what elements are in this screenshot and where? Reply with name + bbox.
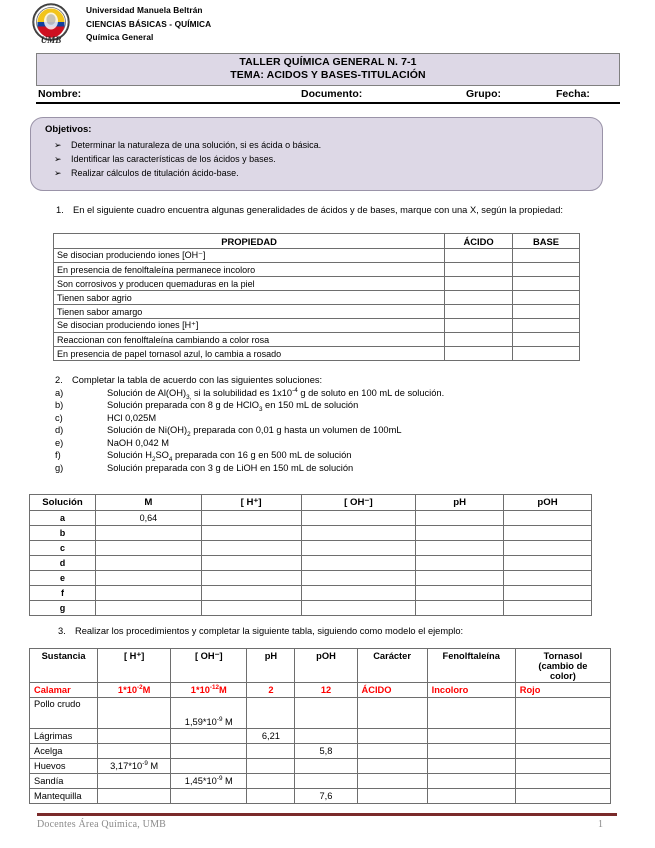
acido-cell[interactable] [445,277,513,291]
objective-text: Determinar la naturaleza de una solución, si es ácida o básica. [71,140,322,150]
arrow-bullet-icon: ➢ [54,154,62,164]
caracter-cell[interactable] [357,759,427,774]
col-ph: pH [247,649,295,683]
col-solucion: Solución [30,495,96,511]
h-cell[interactable] [201,571,301,586]
field-label-grupo: Grupo: [466,88,501,100]
col-oh-concentration: [ OH⁻] [171,649,247,683]
solution-label: a [30,511,96,526]
property-text: En presencia de papel tornasol azul, lo cambia a rosado [54,347,445,361]
col-molaridad: M [95,495,201,511]
oh-cell[interactable] [301,571,416,586]
col-propiedad: PROPIEDAD [54,234,445,249]
poh-cell[interactable] [295,729,357,744]
h-cell[interactable] [98,774,171,789]
oh-cell[interactable]: $1,59*10^{-9}$ M [171,698,247,729]
h-cell[interactable] [201,511,301,526]
solution-label: g [30,601,96,616]
solution-label: e [30,571,96,586]
caracter-cell[interactable] [357,744,427,759]
item-letter: g) [55,462,64,473]
fenolftaleina-cell: Incoloro [427,683,515,698]
substance-name: Mantequilla [30,789,98,804]
table-row [30,744,611,759]
base-cell[interactable] [513,277,580,291]
objective-item [45,152,592,166]
col-tornasol [515,649,610,683]
h-cell[interactable] [98,744,171,759]
oh-cell[interactable] [301,601,416,616]
col-h-concentration: [ H⁺] [98,649,171,683]
table-row [30,541,592,556]
tornasol-cell[interactable] [515,698,610,729]
h-cell[interactable] [201,556,301,571]
h-cell[interactable] [201,601,301,616]
h-cell: $1*10^{-2}M$ [98,683,171,698]
objectives-title: Objetivos: [45,124,92,135]
exercise-2-item [55,399,615,412]
molaridad-cell[interactable] [95,556,201,571]
table-row [30,774,611,789]
poh-cell[interactable] [504,586,592,601]
institution-name: Universidad Manuela Beltrán [86,5,203,15]
base-cell[interactable] [513,305,580,319]
fenolftaleina-cell[interactable] [427,789,515,804]
solution-label: d [30,556,96,571]
h-cell[interactable] [201,586,301,601]
col-acido: ÁCIDO [445,234,513,249]
ph-cell[interactable] [247,744,295,759]
col-fenolftaleina: Fenolftaleína [427,649,515,683]
poh-cell[interactable] [504,571,592,586]
item-text: Solución de $Ni(OH)_2$ preparada con 0,01 g hasta un volumen de 100mL [107,425,402,438]
exercise-3-text: Realizar los procedimientos y completar la siguiente tabla, siguiendo como modelo el ejemplo: [75,626,464,636]
exercise-3-prompt [58,625,618,638]
h-cell[interactable] [201,526,301,541]
base-cell[interactable] [513,291,580,305]
table-row [54,333,580,347]
table-row [54,291,580,305]
ph-cell[interactable] [416,541,504,556]
tornasol-cell[interactable] [515,744,610,759]
item-text: HCl 0,025M [107,412,157,423]
property-text: Tienen sabor amargo [54,305,445,319]
h-cell[interactable] [98,729,171,744]
exercise-1-prompt [56,204,616,217]
poh-cell[interactable] [295,698,357,729]
caracter-cell: ÁCIDO [357,683,427,698]
table-row [30,729,611,744]
oh-cell: $1*10^{-12}M$ [171,683,247,698]
caracter-cell[interactable] [357,774,427,789]
solution-label: f [30,586,96,601]
table-row [30,556,592,571]
caracter-cell[interactable] [357,789,427,804]
exercise-1-text: En el siguiente cuadro encuentra algunas generalidades de ácidos y de bases, marque con una X, según la propiedad: [73,205,563,215]
tornasol-cell[interactable] [515,789,610,804]
institution-lines [86,2,211,45]
field-label-fecha: Fecha: [556,88,590,100]
acido-cell[interactable] [445,333,513,347]
exercise-2-item [55,437,615,450]
oh-cell[interactable] [301,511,416,526]
ph-cell[interactable] [416,511,504,526]
molaridad-cell[interactable] [95,601,201,616]
table-header-row [30,495,592,511]
col-caracter: Carácter [357,649,427,683]
poh-cell[interactable] [295,759,357,774]
oh-cell[interactable] [171,789,247,804]
caracter-cell[interactable] [357,729,427,744]
base-cell[interactable] [513,249,580,263]
property-text: Son corrosivos y producen quemaduras en la piel [54,277,445,291]
solutions-table [29,494,592,616]
col-poh: pOH [295,649,357,683]
document-header [28,2,211,46]
tornasol-line3: color) [549,671,576,681]
base-cell[interactable] [513,333,580,347]
oh-cell[interactable] [171,744,247,759]
exercise-2-prompt [55,374,615,474]
footer-rule [37,813,617,816]
item-text: Solución $H_2SO_4$ preparada con 16 g en 500 mL de solución [107,450,352,463]
col-sustancia: Sustancia [30,649,98,683]
poh-cell[interactable]: 5,8 [295,744,357,759]
properties-table [53,233,580,361]
exercise-2-number: 2. [55,375,63,385]
exercise-2-item [55,387,615,400]
solution-label: b [30,526,96,541]
umb-university-seal-icon [28,2,76,46]
item-letter: f) [55,450,61,460]
workshop-topic: TEMA: ACIDOS Y BASES-TITULACIÓN [230,69,426,81]
item-letter: e) [55,437,64,448]
caracter-cell[interactable] [357,698,427,729]
footer-text: Docentes Área Química, UMB [37,819,167,830]
item-text: Solución de $Al(OH)_{3,}$ si la solubilidad es $1x10^{-4}$ g de soluto en 100 mL de solución. [107,386,445,401]
table-header-row [30,649,611,683]
molaridad-cell[interactable] [95,526,201,541]
ph-cell[interactable]: 6,21 [247,729,295,744]
col-base: BASE [513,234,580,249]
col-h-concentration: [ H⁺] [201,495,301,511]
oh-cell[interactable] [171,759,247,774]
poh-cell[interactable] [504,556,592,571]
property-text: En presencia de fenolftaleína permanece incoloro [54,263,445,277]
solution-label: c [30,541,96,556]
poh-cell[interactable] [504,601,592,616]
oh-cell[interactable] [171,729,247,744]
acido-cell[interactable] [445,347,513,361]
table-row [30,698,611,729]
acido-cell[interactable] [445,249,513,263]
table-row [30,601,592,616]
item-text: Solución preparada con 8 g de HClO$_3$ en 150 mL de solución [107,400,359,413]
ph-cell: 2 [247,683,295,698]
table-row [30,571,592,586]
molaridad-cell[interactable] [95,541,201,556]
tornasol-cell[interactable] [515,774,610,789]
objective-item [45,138,592,152]
col-poh: pOH [504,495,592,511]
item-letter: c) [55,412,63,423]
tornasol-cell[interactable] [515,729,610,744]
col-ph: pH [416,495,504,511]
substance-name: Calamar [30,683,98,698]
title-box [36,53,620,86]
base-cell[interactable] [513,319,580,333]
table-row [54,263,580,277]
item-letter: a) [55,387,64,398]
property-text: Reaccionan con fenolftaleína cambiando a color rosa [54,333,445,347]
base-cell[interactable] [513,347,580,361]
table-header-row [54,234,580,249]
exercise-1-number: 1. [56,205,64,215]
course-name: Química General [86,32,154,42]
item-letter: d) [55,425,64,435]
oh-cell[interactable] [301,556,416,571]
table-row-example [30,683,611,698]
h-cell[interactable] [201,541,301,556]
oh-cell[interactable] [301,586,416,601]
objectives-box [30,117,603,191]
exercise-2-item [55,462,615,475]
tornasol-cell: Rojo [515,683,610,698]
arrow-bullet-icon: ➢ [54,168,62,178]
fenolftaleina-cell[interactable] [427,744,515,759]
fenolftaleina-cell[interactable] [427,729,515,744]
table-row [54,347,580,361]
item-text: Solución preparada con 3 g de LiOH en 150 mL de solución [107,462,354,473]
item-text: NaOH 0,042 M [107,437,170,448]
oh-cell[interactable] [301,541,416,556]
substances-table [29,648,611,804]
molaridad-cell[interactable] [95,586,201,601]
molaridad-cell[interactable] [95,571,201,586]
poh-cell[interactable] [504,526,592,541]
substance-name: Sandía [30,774,98,789]
table-row [30,526,592,541]
ph-cell[interactable] [416,526,504,541]
fenolftaleina-cell[interactable] [427,759,515,774]
ph-cell[interactable] [247,774,295,789]
poh-cell[interactable] [504,511,592,526]
workshop-title: TALLER QUÍMICA GENERAL N. 7-1 [239,56,417,68]
objective-text: Realizar cálculos de titulación ácido-base. [71,168,239,178]
department-name: CIENCIAS BÁSICAS - QUÍMICA [86,18,212,29]
page-number: 1 [598,819,603,830]
h-cell[interactable] [98,698,171,729]
item-letter: b) [55,400,64,410]
table-row [30,759,611,774]
table-row [54,305,580,319]
acido-cell[interactable] [445,319,513,333]
tornasol-cell[interactable] [515,759,610,774]
poh-cell: 12 [295,683,357,698]
exercise-2-text: Completar la tabla de acuerdo con las siguientes soluciones: [72,375,323,385]
oh-cell[interactable] [301,526,416,541]
ph-cell[interactable] [247,789,295,804]
ph-cell[interactable] [416,556,504,571]
substance-name: Lágrimas [30,729,98,744]
table-row [30,586,592,601]
table-row [54,319,580,333]
table-row [30,511,592,526]
table-row [54,277,580,291]
title-block [36,53,620,104]
tornasol-line1: Tornasol [543,651,583,661]
table-row [54,249,580,263]
molaridad-cell[interactable]: 0,64 [95,511,201,526]
ph-cell[interactable] [416,601,504,616]
exercise-3-number: 3. [58,626,66,636]
substance-name: Acelga [30,744,98,759]
substance-name: Huevos [30,759,98,774]
property-text: Tienen sabor agrio [54,291,445,305]
exercise-2-item [55,412,615,425]
h-cell[interactable]: $3,17*10^{-9}$ M [98,759,171,774]
field-label-documento: Documento: [301,88,363,100]
ph-cell[interactable] [416,586,504,601]
col-oh-concentration: [ OH⁻] [301,495,416,511]
substance-name: Pollo crudo [30,698,98,729]
fenolftaleina-cell[interactable] [427,774,515,789]
poh-cell[interactable]: 7,6 [295,789,357,804]
property-text: Se disocian produciendo iones [OH⁻] [54,249,445,263]
field-label-nombre: Nombre: [38,88,82,100]
ph-cell[interactable] [247,698,295,729]
ph-cell[interactable] [247,759,295,774]
objective-item [45,166,592,180]
h-cell[interactable] [98,789,171,804]
poh-cell[interactable] [295,774,357,789]
exercise-2-item [55,424,615,437]
base-cell[interactable] [513,263,580,277]
fenolftaleina-cell[interactable] [427,698,515,729]
svg-text:UMB: UMB [40,35,62,45]
oh-cell[interactable]: $1,45*10^{-9}$ M [171,774,247,789]
acido-cell[interactable] [445,305,513,319]
student-fields-row [36,87,620,104]
property-text: Se disocian produciendo iones [H⁺] [54,319,445,333]
tornasol-line2: (cambio de [538,661,588,671]
arrow-bullet-icon: ➢ [54,140,62,150]
acido-cell[interactable] [445,263,513,277]
table-row [30,789,611,804]
poh-cell[interactable] [504,541,592,556]
objective-text: Identificar las características de los ácidos y bases. [71,154,276,164]
ph-cell[interactable] [416,571,504,586]
exercise-2-item [55,449,615,462]
acido-cell[interactable] [445,291,513,305]
